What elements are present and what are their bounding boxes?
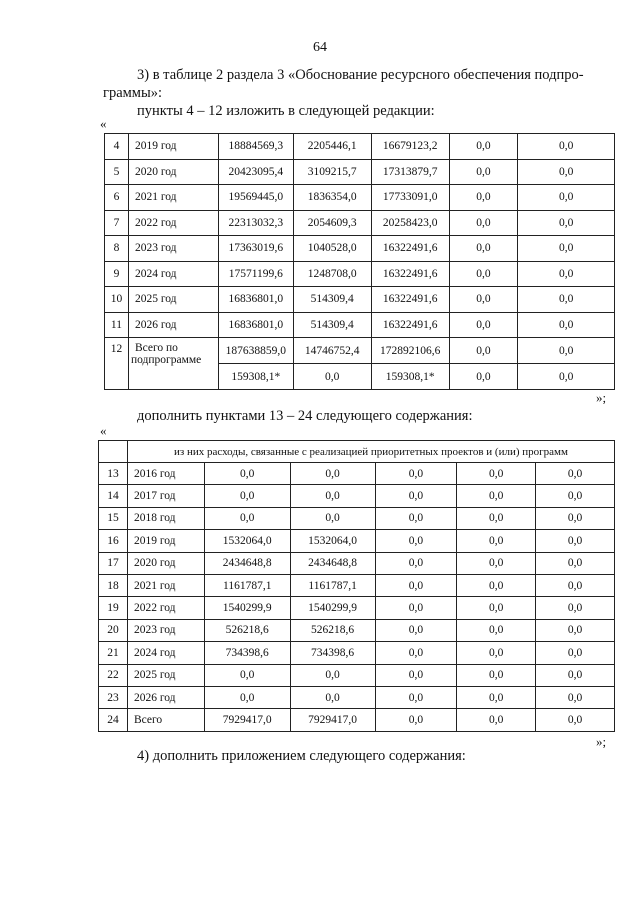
row-value: 1161787,1 <box>290 574 375 596</box>
row-number: 21 <box>99 642 128 664</box>
row-value: 0,0 <box>536 485 615 507</box>
row-value: 0,0 <box>518 236 615 262</box>
row-value: 0,0 <box>204 507 290 529</box>
row-value: 0,0 <box>375 463 457 485</box>
total-value: 187638859,0 <box>218 338 293 364</box>
row-year: 2020 год <box>127 552 204 574</box>
row-value: 18884569,3 <box>218 134 293 160</box>
header-blank-cell <box>99 441 128 463</box>
paragraph-2: пункты 4 – 12 изложить в следующей редакции: <box>137 103 435 119</box>
row-year: Всего <box>127 709 204 731</box>
row-value: 22313032,3 <box>218 210 293 236</box>
row-year: 2019 год <box>128 134 218 160</box>
table-row <box>105 287 615 313</box>
row-year: 2021 год <box>128 185 218 211</box>
row-value: 0,0 <box>518 287 615 313</box>
row-value: 734398,6 <box>290 642 375 664</box>
total-value: 0,0 <box>518 364 615 390</box>
row-value: 0,0 <box>449 134 518 160</box>
row-value: 0,0 <box>449 159 518 185</box>
row-value: 0,0 <box>536 709 615 731</box>
table-row <box>105 312 615 338</box>
row-number: 19 <box>99 597 128 619</box>
row-value: 17363019,6 <box>218 236 293 262</box>
row-number: 5 <box>105 159 129 185</box>
row-number: 14 <box>99 485 128 507</box>
row-number: 22 <box>99 664 128 686</box>
row-value: 0,0 <box>457 686 536 708</box>
total-label-line-1: Всего по <box>134 342 178 354</box>
row-number: 24 <box>99 709 128 731</box>
total-value: 159308,1* <box>218 364 293 390</box>
paragraph-3: дополнить пунктами 13 – 24 следующего содержания: <box>137 408 473 424</box>
row-value: 0,0 <box>290 507 375 529</box>
row-year: 2022 год <box>128 210 218 236</box>
row-value: 16679123,2 <box>371 134 449 160</box>
quote-close-2: »; <box>596 734 607 749</box>
row-value: 17733091,0 <box>371 185 449 211</box>
table-2 <box>98 440 615 732</box>
table-row <box>99 485 615 507</box>
row-value: 0,0 <box>375 485 457 507</box>
row-number: 4 <box>105 134 129 160</box>
row-number: 9 <box>105 261 129 287</box>
row-value: 0,0 <box>290 686 375 708</box>
row-value: 17571199,6 <box>218 261 293 287</box>
row-value: 0,0 <box>204 686 290 708</box>
quote-open-2: « <box>100 423 107 438</box>
row-year: 2022 год <box>127 597 204 619</box>
total-value: 0,0 <box>449 338 518 364</box>
table-row <box>99 574 615 596</box>
row-value: 0,0 <box>536 463 615 485</box>
row-value: 0,0 <box>536 574 615 596</box>
row-value: 0,0 <box>518 185 615 211</box>
row-value: 0,0 <box>449 185 518 211</box>
table-row <box>99 552 615 574</box>
row-value: 0,0 <box>518 312 615 338</box>
table-row <box>105 261 615 287</box>
quote-close-1: »; <box>596 390 607 405</box>
row-value: 526218,6 <box>204 619 290 641</box>
table-header: из них расходы, связанные с реализацией приоритетных проектов и (или) программ <box>127 441 614 463</box>
row-value: 0,0 <box>449 210 518 236</box>
row-value: 7929417,0 <box>290 709 375 731</box>
row-value: 0,0 <box>457 574 536 596</box>
row-number: 10 <box>105 287 129 313</box>
row-value: 0,0 <box>375 619 457 641</box>
row-value: 0,0 <box>375 709 457 731</box>
row-year: 2024 год <box>127 642 204 664</box>
table-row <box>105 185 615 211</box>
row-value: 0,0 <box>457 485 536 507</box>
row-value: 1248708,0 <box>293 261 371 287</box>
row-value: 0,0 <box>375 530 457 552</box>
row-number: 6 <box>105 185 129 211</box>
row-value: 2205446,1 <box>293 134 371 160</box>
row-value: 2434648,8 <box>290 552 375 574</box>
table-row <box>99 530 615 552</box>
row-value: 2434648,8 <box>204 552 290 574</box>
page-number: 64 <box>313 40 327 55</box>
row-value: 0,0 <box>457 597 536 619</box>
row-number: 20 <box>99 619 128 641</box>
row-value: 0,0 <box>518 210 615 236</box>
row-value: 0,0 <box>449 312 518 338</box>
row-value: 0,0 <box>449 261 518 287</box>
row-number: 15 <box>99 507 128 529</box>
row-year: 2025 год <box>127 664 204 686</box>
row-value: 16322491,6 <box>371 287 449 313</box>
row-value: 7929417,0 <box>204 709 290 731</box>
row-value: 0,0 <box>375 597 457 619</box>
row-value: 0,0 <box>375 507 457 529</box>
row-number: 23 <box>99 686 128 708</box>
row-year: 2021 год <box>127 574 204 596</box>
row-value: 16322491,6 <box>371 261 449 287</box>
total-value: 14746752,4 <box>293 338 371 364</box>
row-value: 16836801,0 <box>218 287 293 313</box>
row-value: 0,0 <box>290 463 375 485</box>
row-value: 19569445,0 <box>218 185 293 211</box>
row-value: 0,0 <box>204 485 290 507</box>
row-value: 20258423,0 <box>371 210 449 236</box>
total-label <box>128 338 218 390</box>
row-value: 526218,6 <box>290 619 375 641</box>
total-value: 0,0 <box>518 338 615 364</box>
row-value: 0,0 <box>536 619 615 641</box>
row-value: 0,0 <box>457 619 536 641</box>
row-value: 0,0 <box>518 261 615 287</box>
table-row <box>99 664 615 686</box>
table-row <box>99 619 615 641</box>
row-year: 2019 год <box>127 530 204 552</box>
row-year: 2026 год <box>128 312 218 338</box>
table-row <box>105 210 615 236</box>
table-row <box>99 507 615 529</box>
table-1 <box>104 133 615 390</box>
row-value: 16836801,0 <box>218 312 293 338</box>
row-value: 3109215,7 <box>293 159 371 185</box>
row-value: 0,0 <box>290 664 375 686</box>
row-value: 1540299,9 <box>204 597 290 619</box>
row-value: 1836354,0 <box>293 185 371 211</box>
row-value: 0,0 <box>204 463 290 485</box>
table-row <box>99 597 615 619</box>
row-value: 0,0 <box>536 664 615 686</box>
row-value: 0,0 <box>536 686 615 708</box>
row-value: 0,0 <box>204 664 290 686</box>
row-number: 18 <box>99 574 128 596</box>
row-number: 11 <box>105 312 129 338</box>
row-value: 0,0 <box>536 530 615 552</box>
row-value: 0,0 <box>449 287 518 313</box>
row-value: 514309,4 <box>293 287 371 313</box>
row-year: 2016 год <box>127 463 204 485</box>
total-value: 0,0 <box>293 364 371 390</box>
table-row <box>99 642 615 664</box>
table-row <box>105 134 615 160</box>
row-value: 0,0 <box>457 552 536 574</box>
row-value: 16322491,6 <box>371 312 449 338</box>
paragraph-1-line-1: 3) в таблице 2 раздела 3 «Обоснование ресурсного обеспечения подпро- <box>137 67 584 83</box>
row-value: 0,0 <box>375 664 457 686</box>
row-value: 0,0 <box>290 485 375 507</box>
table-row-total <box>105 338 615 364</box>
row-value: 0,0 <box>457 664 536 686</box>
quote-open-1: « <box>100 116 107 131</box>
row-value: 0,0 <box>457 530 536 552</box>
row-year: 2023 год <box>128 236 218 262</box>
table-row <box>105 236 615 262</box>
row-value: 0,0 <box>518 134 615 160</box>
total-value: 0,0 <box>449 364 518 390</box>
row-value: 514309,4 <box>293 312 371 338</box>
row-number: 13 <box>99 463 128 485</box>
row-value: 1040528,0 <box>293 236 371 262</box>
table-header-row <box>99 441 615 463</box>
row-value: 0,0 <box>457 507 536 529</box>
table-row <box>105 159 615 185</box>
table-row <box>99 709 615 731</box>
paragraph-4: 4) дополнить приложением следующего содержания: <box>137 748 466 764</box>
row-year: 2026 год <box>127 686 204 708</box>
row-value: 0,0 <box>536 552 615 574</box>
row-value: 0,0 <box>518 159 615 185</box>
row-value: 1532064,0 <box>290 530 375 552</box>
row-value: 0,0 <box>457 463 536 485</box>
row-number: 12 <box>105 338 129 390</box>
row-value: 2054609,3 <box>293 210 371 236</box>
row-value: 0,0 <box>536 597 615 619</box>
row-value: 20423095,4 <box>218 159 293 185</box>
row-value: 0,0 <box>375 686 457 708</box>
row-value: 734398,6 <box>204 642 290 664</box>
row-value: 0,0 <box>536 507 615 529</box>
table-row <box>99 463 615 485</box>
row-value: 0,0 <box>457 642 536 664</box>
total-value: 172892106,6 <box>371 338 449 364</box>
row-value: 0,0 <box>375 552 457 574</box>
table-row <box>99 686 615 708</box>
row-number: 8 <box>105 236 129 262</box>
paragraph-1-line-2: граммы»: <box>103 85 163 101</box>
row-value: 1540299,9 <box>290 597 375 619</box>
row-number: 7 <box>105 210 129 236</box>
row-number: 17 <box>99 552 128 574</box>
row-value: 0,0 <box>375 642 457 664</box>
row-value: 17313879,7 <box>371 159 449 185</box>
row-number: 16 <box>99 530 128 552</box>
row-value: 1161787,1 <box>204 574 290 596</box>
row-value: 1532064,0 <box>204 530 290 552</box>
total-value: 159308,1* <box>371 364 449 390</box>
row-year: 2018 год <box>127 507 204 529</box>
total-label-line-2: подпрограмме <box>130 354 202 366</box>
row-year: 2017 год <box>127 485 204 507</box>
row-value: 0,0 <box>536 642 615 664</box>
row-value: 0,0 <box>457 709 536 731</box>
row-year: 2020 год <box>128 159 218 185</box>
row-year: 2025 год <box>128 287 218 313</box>
row-value: 0,0 <box>375 574 457 596</box>
row-value: 0,0 <box>449 236 518 262</box>
row-value: 16322491,6 <box>371 236 449 262</box>
row-year: 2023 год <box>127 619 204 641</box>
row-year: 2024 год <box>128 261 218 287</box>
